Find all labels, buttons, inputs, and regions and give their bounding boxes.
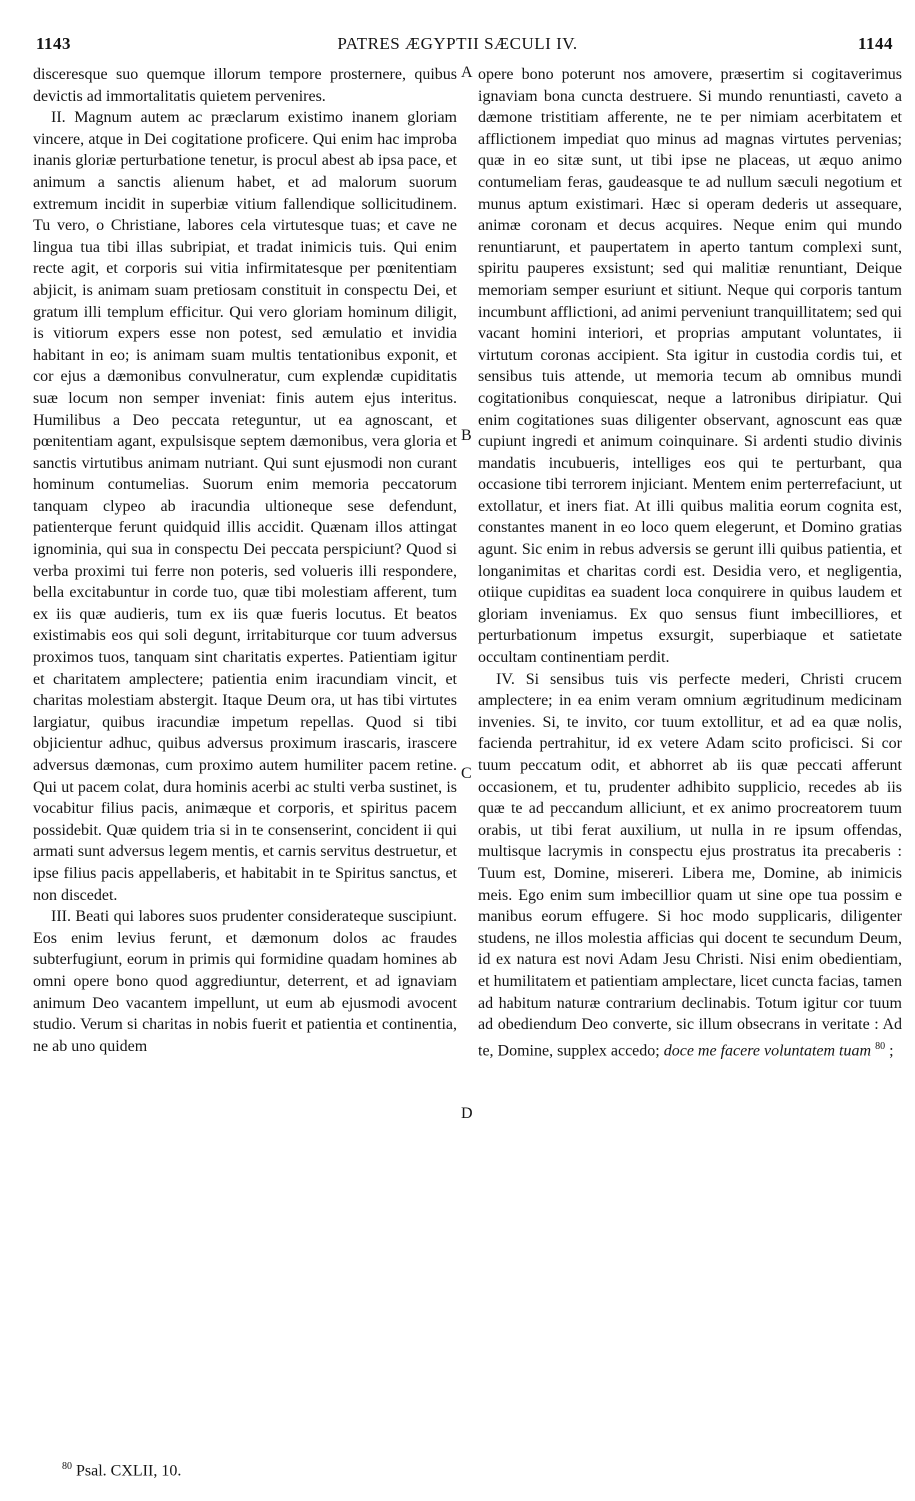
footnote-number: 80 [62,1461,72,1472]
paragraph-continuation: disceresque suo quemque illorum tempore prosternere, quibus devictis ad immortalitatis quietem pervenires. [33,66,457,105]
paragraph-section-III: III. Beati qui labores suos prudenter considerateque suscipiunt. Eos enim levius ferunt, et dæmonum dolos ac fraudes subterfugiunt, eorum in primis qui formidine quadam homines ab omni opere bono quod aggrediuntur, deterrent, et ad ignaviam animum Deo vacantem impellunt, ut eum ab ejusmodi avocent studio. Verum si charitas in nobis fuerit et patientia et continentia, ne ab uno quidem [33,908,457,1055]
right-column [478,64,902,1062]
scripture-quote: doce me facere voluntatem tuam [663,1042,872,1060]
quote-end: ; [889,1042,894,1060]
left-column [33,64,457,1057]
page-number-left: 1143 [36,34,72,53]
paragraph-section-II: II. Magnum autem ac præclarum existimo inanem gloriam vincere, atque in Dei cogitatione proficere. Qui enim hac improba inanis gloriæ perturbatione tenetur, is procul abest ab ipsa pace, et animum a sanctis alienum habet, et ad malorum suorum extremum incidit in superbiæ vitium fallendique sollicitudinem. Tu vero, o Christiane, labores cela virtutesque tuas; et cave ne lingua tua tibi illas subripiat, et tradat inimicis tuis. Qui enim recte agit, et corporis sui vitia infirmitatesque per pœnitentiam abjicit, is animam suam pretiosam constituit in conspectu Dei, et gratum illi templum efficitur. Qui vero gloriam hominum diligit, is vitiorum expers esse non potest, sed æmulatio et invidia habitant in eo; is animam suam multis tentationibus exponit, et cor ejus a dæmonibus convulneratur, cum explendæ cupiditatis suæ locum non semper inveniat: finis autem ejus interitus. Humilibus a Deo peccata reteguntur, ut ea agnoscant, et pœnitentiam agant, expulsisque septem dæmonibus, vera gloria et sanctis virtutibus animam nutriant. Qui sunt ejusmodi non curant hominum contumelias. Suorum enim memoria peccatorum tanquam clypeo ab iracundia ultioneque sese defendunt, patienterque ferunt quidquid illis accidit. Quænam illos attingat ignominia, qui sua in conspectu Dei peccata perspiciunt? Quod si verba proximi tui ferre non poteris, sed volueris illi respondere, bella excitabuntur in corde tuo, quæ tibi molestiam afferent, tum ex iis quæ audieris, tum ex iis quæ fueris locutus. Et beatos existimabis eos qui soli degunt, irritabiturque cor tuum adversus proximos tuos, tanquam sint charitatis expertes. Patientiam igitur et charitatem amplectere; patientia enim iracundiam vincit, et charitas molestiam abstergit. Itaque Deum ora, ut has tibi virtutes largiatur, quibus iracundiæ impetum repellas. Quod si tibi objicientur adhuc, quibus adversus proximum irascaris, irascere adversus dæmonas, cum proximo autem humiliter pacem retine. Qui ut pacem colat, dura hominis acerbi ac stulti verba sustinet, is vocabitur filius pacis, animæque et corporis, et spiritus pacem possidebit. Quæ quidem tria si in te consenserint, concident ii qui armati sunt adversus legem mentis, et carnis servitus destruetur, et ipse filius pacis appellaberis, et habitabit in te Spiritus sanctus, et non discedet. [33,109,457,904]
margin-marker-b: B [461,427,472,444]
footnote [62,1461,181,1480]
margin-marker-a: A [461,64,473,81]
section-IV-text: IV. Si sensibus tuis vis perfecte mederi, Christi crucem amplectere; in ea enim veram omnium ægritudinum medicinam invenies. Si, te invito, cor tuum extollitur, et ad ea quæ nolis, facienda pertrahitur, id ex vetere Adam scito proficisci. Si cor tuum peccatum odit, et abhorret ab iis quæ peccati afferunt occasionem, et tu, prudenter adhibito supplicio, recedes ab iis quæ te ad peccandum alliciunt, et ex animo procreatorem tuum orabis, ut tibi ferat auxilium, ut nulla in re ipsum offendas, multisque lacrymis in conspectu ejus prostratus ita precaberis : Tuum est, Domine, misereri. Libera me, Domine, ab inimicis meis. Ego enim sum imbecillior quam ut sine ope tua possim e manibus eorum effugere. Si hoc modo supplicaris, diligenter studens, ne illos molestia afficias qui docent te secundum Deum, id ex natura est novi Adam Jesu Christi. Nisi enim obedientiam, et humilitatem et patientiam amplectare, licet cuncta facias, tamen ad habitum naturæ contrarium declinabis. Totum igitur cor tuum ad obediendum Deo converte, sic illum obsecrans in veritate : Ad te, Domine, supplex accedo; [478,670,902,1060]
paragraph-right-continuation: opere bono poterunt nos amovere, præsertim si cogitaverimus ignaviam bona cuncta destruere. Si mundo renuntiasti, caveto a dæmone tristitiam afferente, ne te per nimiam acerbitatem et afflictionem impediat quo minus ad magnas virtutes pervenias; quæ in eo sitæ sunt, ut tibi ipse ne placeas, ut æquo animo contumeliam feras, gaudeasque te ad nullum sæculi negotium et munus aptum existimari. Hæc si operam dederis ut assequare, animæ coronam et decus acquires. Neque enim qui mundo renuntiarunt, et paupertatem in aperto tantum complexi sunt, spiritu pauperes exsistunt; sed qui malitiæ renuntiant, Deique memoriam semper esuriunt et sitiunt. Neque qui corporis tantum incumbunt afflictioni, ad animi perveniunt tranquillitatem; sed qui vacant homini interiori, et proprias amputant voluntates, ii virtutum coronas accipient. Sta igitur in custodia cordis tui, et sensibus tuis attende, ut memoria tecum ab omnibus mundi cogitationibus conquiescat, neque a latronibus diripiatur. Qui enim cogitationes suas diligenter observant, agnoscunt eas quæ cupiunt ingredi et animum coinquinare. Si ardenti studio divinis mandatis incubueris, intelliges eos qui te perturbant, qua occasione tibi terrorem injiciant. Mentem enim perterrefaciunt, ut extollatur, et iners fiat. At illi quibus malitia eorum cognita est, constantes manent in eo loco quem elegerunt, et Domino gratias agunt. Sic enim in rebus adversis se gerunt illi quibus patientia, et longanimitas et charitas cordi est. Desidia vero, et negligentia, otiique cupiditas ea suadent loca conquirere in quibus laudem et gloriam inveniamus. Ex quo sensus fiunt imbecilliores, et perturbationum impetus exsurgit, superbiaque et satietate occultam continentiam perdit. [478,66,902,667]
margin-marker-d: D [461,1105,473,1122]
footnote-reference: 80 [875,1040,886,1052]
page-header [0,34,915,58]
page-number-right: 1144 [857,34,893,53]
running-title: PATRES ÆGYPTII SÆCULI IV. [337,34,578,53]
margin-marker-c: C [461,765,472,782]
footnote-text: Psal. CXLII, 10. [76,1462,182,1480]
paragraph-section-IV [478,669,902,1062]
